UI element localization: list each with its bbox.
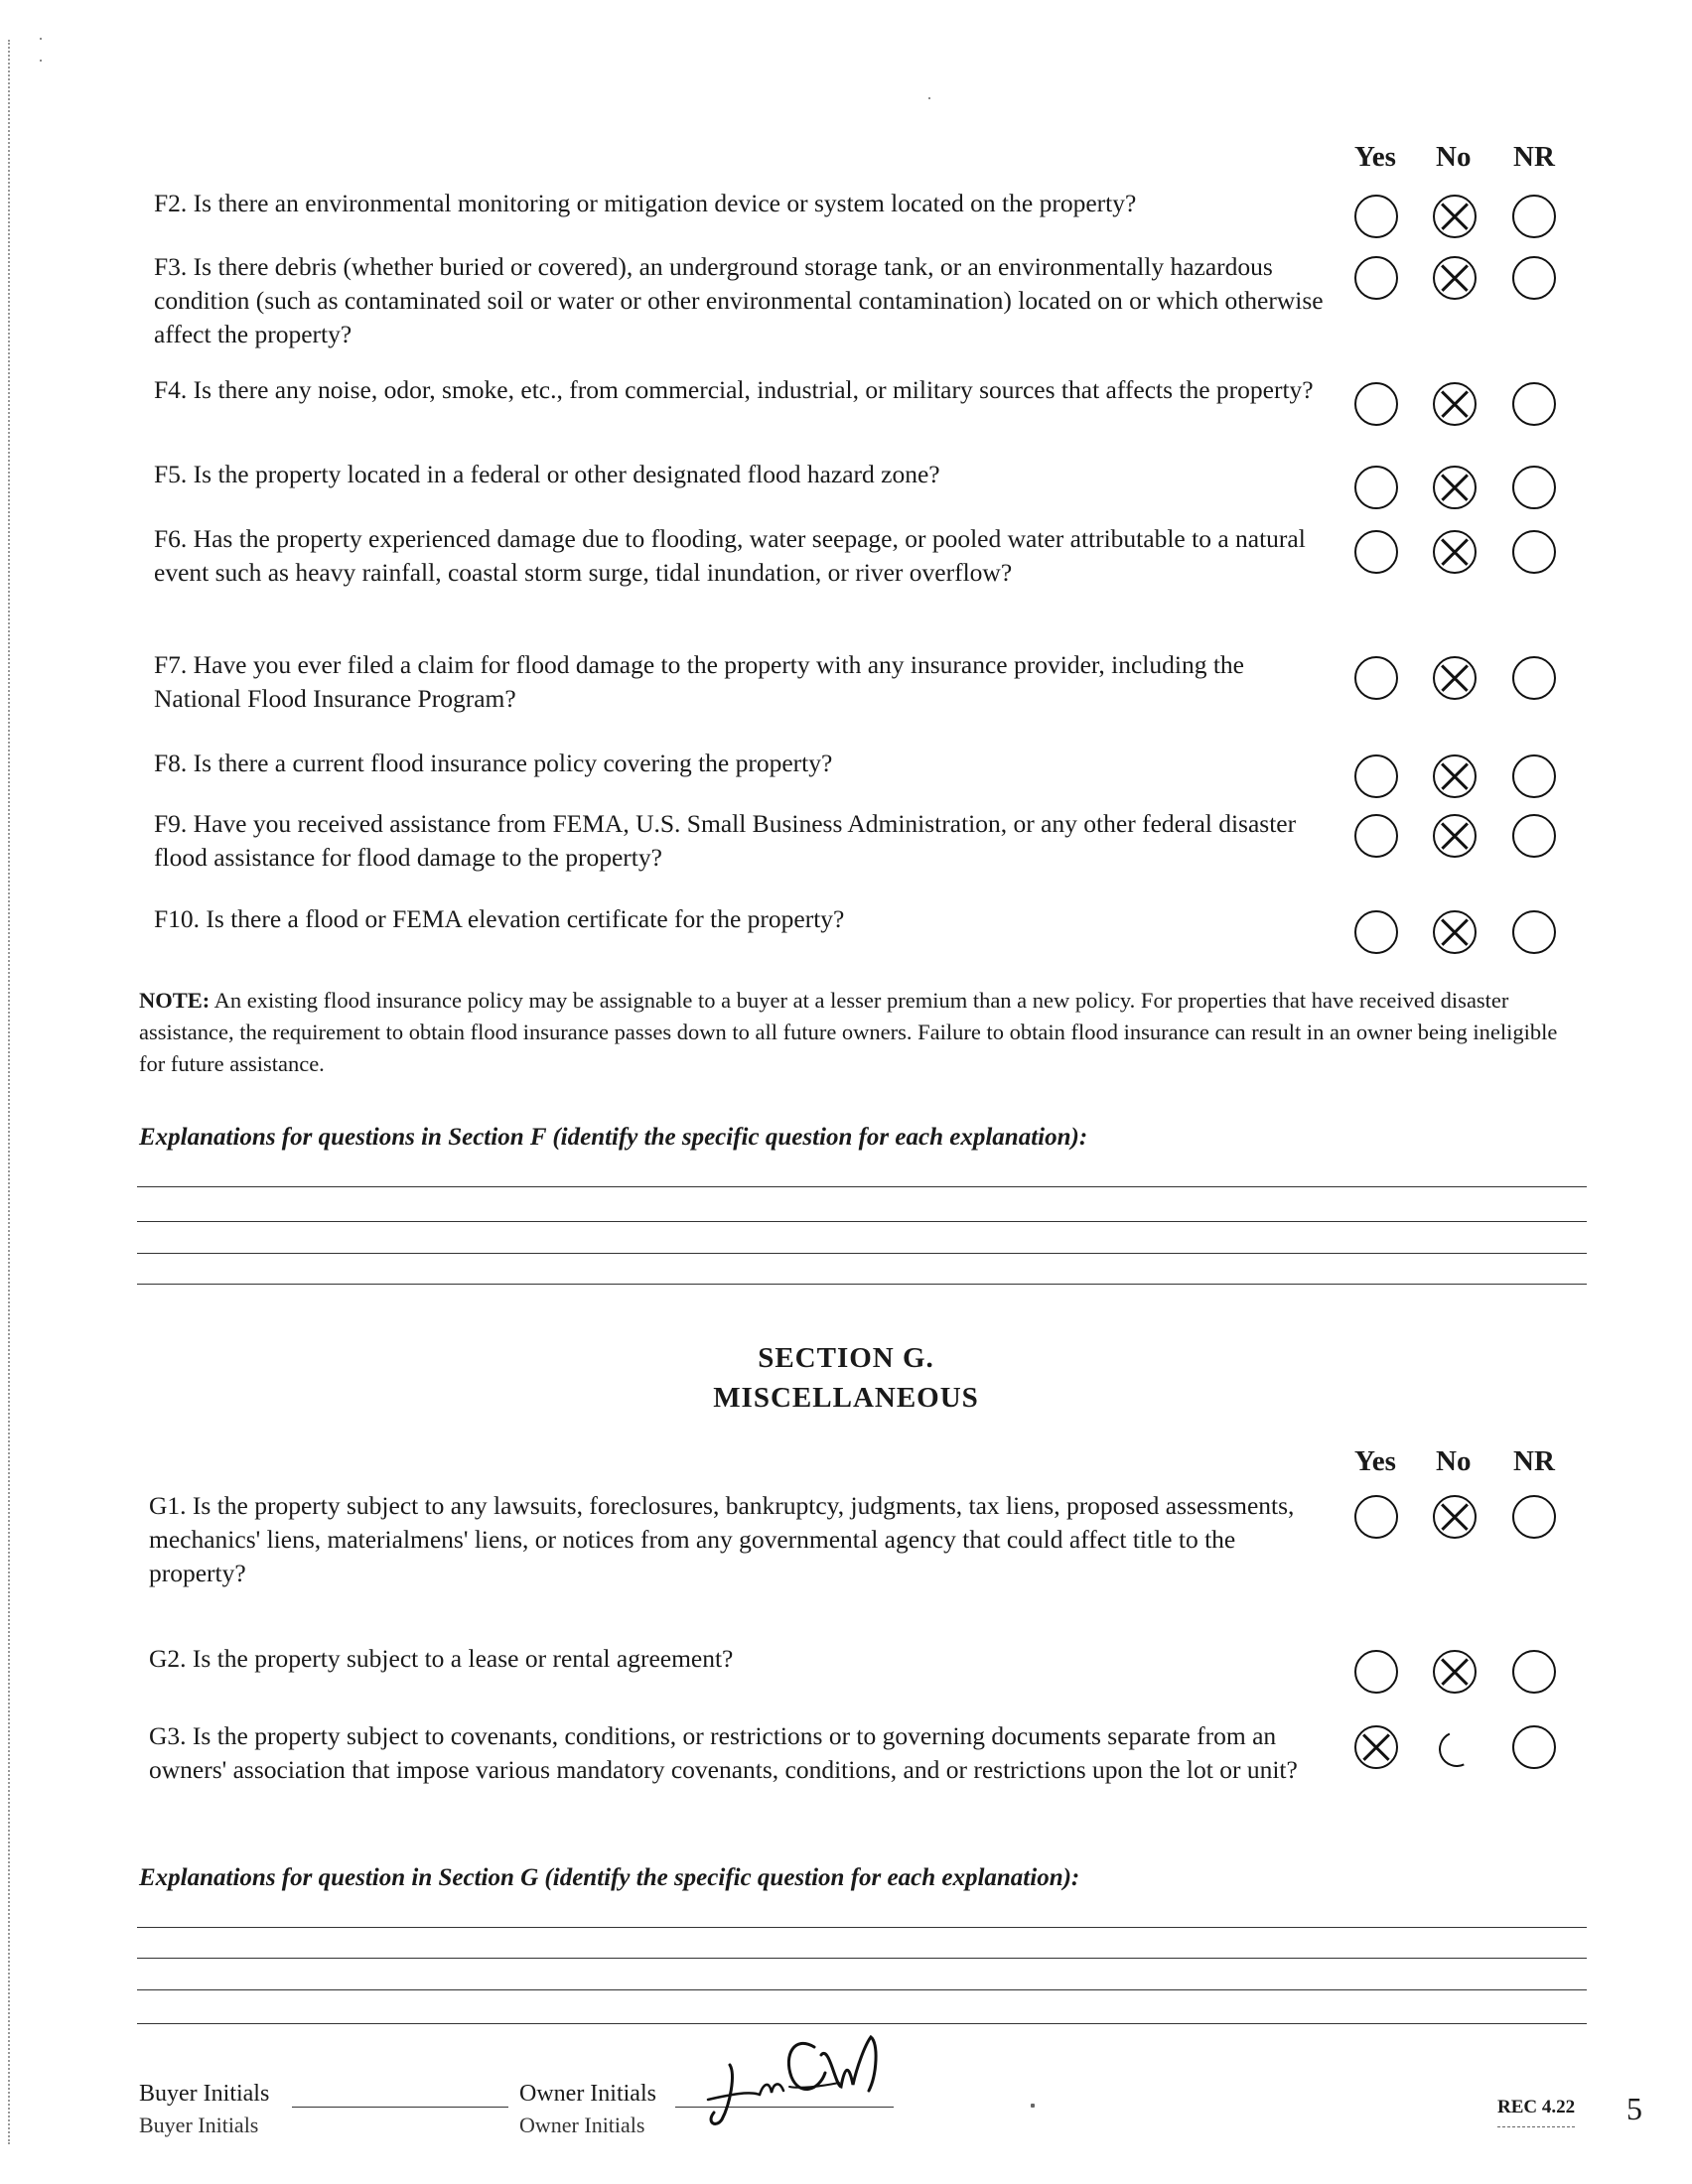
question-f8: F8. Is there a current flood insurance policy covering the property?: [154, 749, 833, 777]
f3-no-option[interactable]: [1433, 256, 1477, 300]
section-g-explanation-line-2[interactable]: [137, 1958, 1587, 1959]
question-f3: F3. Is there debris (whether buried or covered), an underground storage tank, or an environmentally hazardous condition (such as contaminated soil or water or other environmental contamination) located on or which otherwise affect the property?: [154, 252, 1324, 348]
column-header-yes: Yes: [1354, 141, 1396, 173]
f10-nr-option[interactable]: [1512, 910, 1556, 954]
f5-nr-option[interactable]: [1512, 466, 1556, 509]
f4-no-option[interactable]: [1433, 382, 1477, 426]
f2-no-option[interactable]: [1433, 195, 1477, 238]
column-header-nr: NR: [1513, 141, 1555, 173]
f2-yes-option[interactable]: [1354, 195, 1398, 238]
g2-no-option[interactable]: [1433, 1650, 1477, 1694]
section-f-explanation-line-4[interactable]: [137, 1284, 1587, 1285]
question-f5: F5. Is the property located in a federal or other designated flood hazard zone?: [154, 460, 940, 488]
form-code-underline: [1497, 2126, 1575, 2127]
g3-yes-option[interactable]: [1354, 1725, 1398, 1769]
g1-yes-option[interactable]: [1354, 1495, 1398, 1539]
f7-no-option[interactable]: [1433, 656, 1477, 700]
section-f-explanation-line-3[interactable]: [137, 1253, 1587, 1254]
f9-yes-option[interactable]: [1354, 814, 1398, 858]
g2-nr-option[interactable]: [1512, 1650, 1556, 1694]
question-f10: F10. Is there a flood or FEMA elevation certificate for the property?: [154, 904, 845, 933]
scan-speck: [40, 60, 42, 62]
section-g-explanations-title: Explanations for question in Section G (identify the specific question for each explanation):: [139, 1864, 1080, 1891]
f3-nr-option[interactable]: [1512, 256, 1556, 300]
g1-no-option[interactable]: [1433, 1495, 1477, 1539]
g3-nr-option[interactable]: [1512, 1725, 1556, 1769]
question-g1: G1. Is the property subject to any lawsuits, foreclosures, bankruptcy, judgments, tax liens, proposed assessments, mechanics' liens, materialmens' liens, or notices from any governmental agency that could affect title to the property?: [149, 1491, 1295, 1587]
note-label: NOTE:: [139, 988, 211, 1013]
question-f4: F4. Is there any noise, odor, smoke, etc., from commercial, industrial, or military sources that affects the property?: [154, 375, 1314, 404]
f8-nr-option[interactable]: [1512, 754, 1556, 798]
column-header-no: No: [1436, 141, 1472, 173]
section-g-subheading: MISCELLANEOUS: [713, 1382, 979, 1414]
section-g-heading: SECTION G.: [758, 1342, 934, 1374]
f8-no-option[interactable]: [1433, 754, 1477, 798]
buyer-initials-label: Buyer Initials: [139, 2081, 270, 2107]
owner-initials-label: Owner Initials: [519, 2081, 656, 2107]
f4-nr-option[interactable]: [1512, 382, 1556, 426]
f2-nr-option[interactable]: [1512, 195, 1556, 238]
question-f9: F9. Have you received assistance from FEMA, U.S. Small Business Administration, or any other federal disaster flood assistance for flood damage to the property?: [154, 809, 1297, 872]
scan-speck: [928, 97, 930, 99]
f7-yes-option[interactable]: [1354, 656, 1398, 700]
f6-nr-option[interactable]: [1512, 530, 1556, 574]
f10-no-option[interactable]: [1433, 910, 1477, 954]
buyer-initials-field[interactable]: [292, 2107, 508, 2108]
f3-yes-option[interactable]: [1354, 256, 1398, 300]
g3-no-option[interactable]: [1433, 1725, 1477, 1769]
section-g-explanation-line-1[interactable]: [137, 1927, 1587, 1928]
f4-yes-option[interactable]: [1354, 382, 1398, 426]
form-code: REC 4.22: [1497, 2097, 1576, 2117]
question-f6: F6. Has the property experienced damage due to flooding, water seepage, or pooled water attributable to a natural event such as heavy rainfall, coastal storm surge, tidal inundation, or river overflow?: [154, 524, 1306, 587]
column-header-yes: Yes: [1354, 1445, 1396, 1477]
f5-no-option[interactable]: [1433, 466, 1477, 509]
column-header-no: No: [1436, 1445, 1472, 1477]
f6-yes-option[interactable]: [1354, 530, 1398, 574]
g2-yes-option[interactable]: [1354, 1650, 1398, 1694]
buyer-initials-ghost-text: Buyer Initials: [139, 2113, 259, 2137]
f10-yes-option[interactable]: [1354, 910, 1398, 954]
ink-dot: [1031, 2104, 1035, 2108]
question-f2: F2. Is there an environmental monitoring or mitigation device or system located on the property?: [154, 189, 1137, 217]
f7-nr-option[interactable]: [1512, 656, 1556, 700]
g1-nr-option[interactable]: [1512, 1495, 1556, 1539]
f9-nr-option[interactable]: [1512, 814, 1556, 858]
column-header-nr: NR: [1513, 1445, 1555, 1477]
section-f-explanation-line-1[interactable]: [137, 1186, 1587, 1187]
scan-speck: [40, 38, 42, 40]
section-f-explanations-title: Explanations for questions in Section F (identify the specific question for each explanation):: [139, 1124, 1088, 1151]
flood-insurance-note: [139, 985, 1589, 1080]
note-text: An existing flood insurance policy may be assignable to a buyer at a lesser premium than a new policy. For properties that have received disaster assistance, the requirement to obtain flood insurance passes down to all future owners. Failure to obtain flood insurance can result in an owner being ineligible for future assistance.: [139, 988, 1558, 1076]
f5-yes-option[interactable]: [1354, 466, 1398, 509]
page-number: 5: [1626, 2091, 1642, 2126]
f6-no-option[interactable]: [1433, 530, 1477, 574]
question-f7: F7. Have you ever filed a claim for flood damage to the property with any insurance provider, including the National Flood Insurance Program?: [154, 650, 1244, 713]
f9-no-option[interactable]: [1433, 814, 1477, 858]
owner-initials-ghost-text: Owner Initials: [519, 2113, 645, 2137]
scan-edge-dots: [8, 40, 10, 2144]
section-f-explanation-line-2[interactable]: [137, 1221, 1587, 1222]
section-g-explanation-line-3[interactable]: [137, 1989, 1587, 1990]
question-g2: G2. Is the property subject to a lease or rental agreement?: [149, 1644, 734, 1673]
f8-yes-option[interactable]: [1354, 754, 1398, 798]
question-g3: G3. Is the property subject to covenants, conditions, or restrictions or to governing documents separate from an owners' association that impose various mandatory covenants, conditions, and or restrictions upon the lot or unit?: [149, 1721, 1298, 1784]
owner-initials-signature: [700, 2025, 928, 2134]
section-g-explanation-line-4[interactable]: [137, 2023, 1587, 2024]
